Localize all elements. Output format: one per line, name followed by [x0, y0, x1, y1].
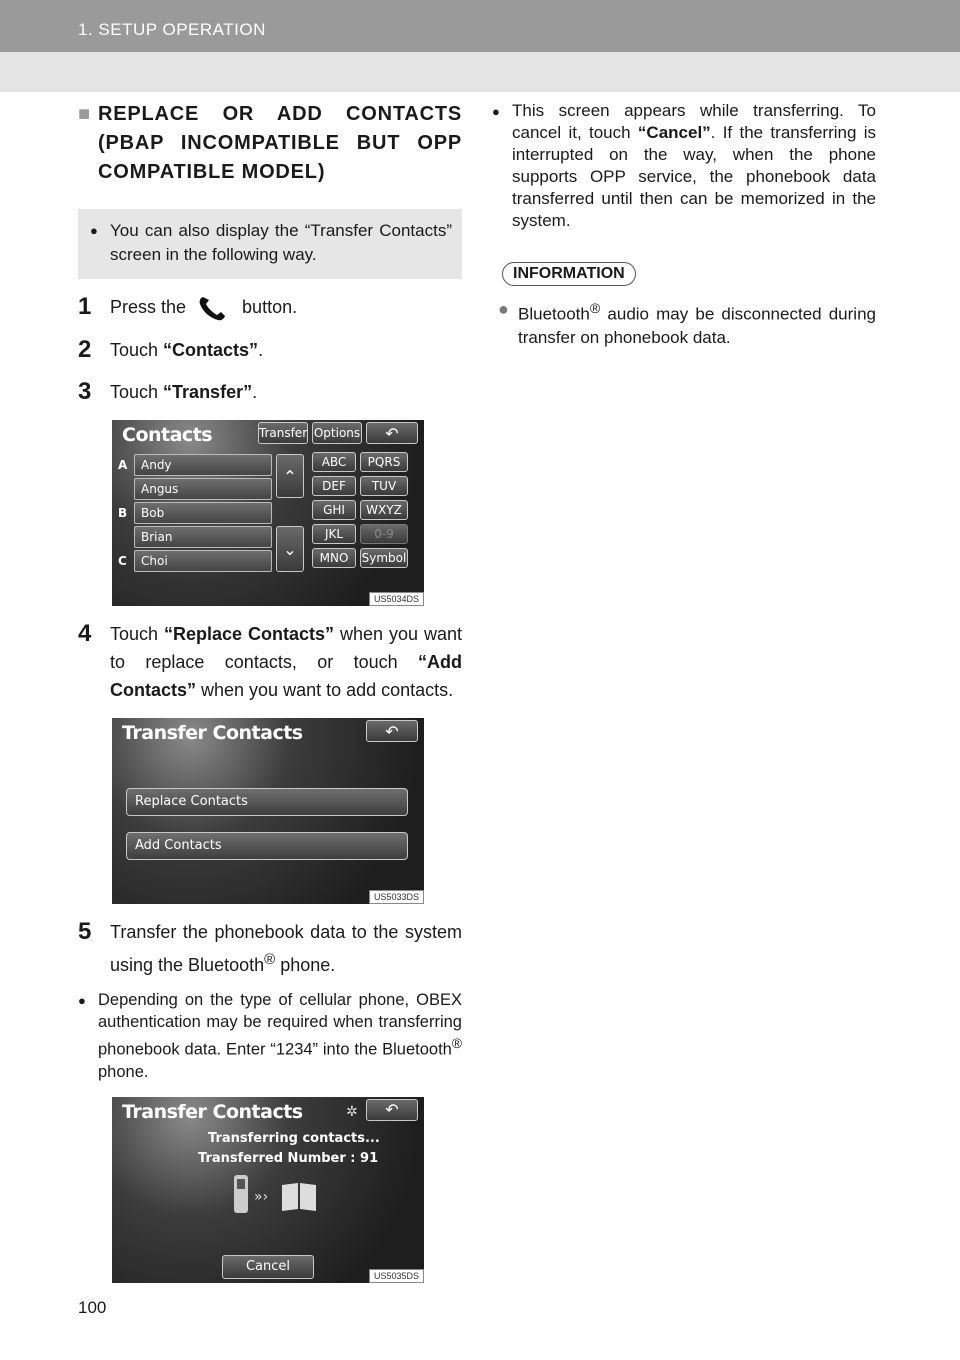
key-0-9: 0-9 — [360, 524, 408, 544]
index-letter: A — [118, 458, 128, 473]
loading-icon: ✲ — [346, 1102, 358, 1119]
screen-title: Transfer Contacts — [122, 722, 303, 745]
info-text: Bluetooth — [518, 304, 590, 324]
key-symbol[interactable]: Symbol — [360, 548, 408, 568]
replace-contacts-button[interactable]: Replace Contacts — [126, 788, 408, 816]
step-text: Transfer the phonebook data to the system using the Bluetooth — [110, 922, 462, 976]
section-title-line2: (PBAP INCOMPATIBLE BUT OPP — [98, 132, 462, 154]
contact-row[interactable]: Bob — [134, 502, 272, 524]
key-abc[interactable]: ABC — [312, 452, 356, 472]
key-tuv[interactable]: TUV — [360, 476, 408, 496]
add-contacts-label: “Add Contacts” — [110, 652, 462, 701]
phone-to-book-icon — [232, 1173, 322, 1217]
right-column — [492, 100, 876, 349]
step-text-post: . — [258, 340, 264, 361]
note-box — [78, 209, 462, 279]
bullet-icon: ● — [78, 993, 86, 1009]
cancel-note — [492, 100, 876, 232]
header-band — [0, 0, 960, 52]
key-def[interactable]: DEF — [312, 476, 356, 496]
phone-icon — [194, 294, 234, 322]
contact-row[interactable]: Angus — [134, 478, 272, 500]
contact-row[interactable]: Andy — [134, 454, 272, 476]
back-button[interactable]: ↶ — [366, 1099, 418, 1121]
key-ghi[interactable]: GHI — [312, 500, 356, 520]
back-button[interactable]: ↶ — [366, 422, 418, 444]
screen-id-label: US5033DS — [369, 890, 424, 904]
step-3 — [78, 378, 462, 406]
step-number: 2 — [78, 336, 92, 364]
header-subband — [0, 52, 960, 92]
transfer-contacts-screen — [112, 718, 424, 904]
step-4 — [78, 620, 462, 704]
back-button[interactable]: ↶ — [366, 720, 418, 742]
registered-mark: ® — [264, 951, 276, 969]
bullet-icon: ● — [90, 223, 98, 238]
left-column — [78, 100, 462, 1283]
step-text: Touch — [110, 624, 164, 645]
step-number: 1 — [78, 293, 92, 320]
key-jkl[interactable]: JKL — [312, 524, 356, 544]
step-text: Touch — [110, 382, 164, 403]
step-text: Touch — [110, 340, 164, 361]
cancel-note-post: . If the transferring is interrupted on the way, when the phone supports OPP service, the phonebook data transferred until then can be memorized in the system. — [512, 123, 877, 230]
contact-row[interactable]: Brian — [134, 526, 272, 548]
transfer-button[interactable]: Transfer — [258, 422, 308, 444]
svg-text:»›: »› — [254, 1188, 269, 1205]
step-number: 4 — [78, 620, 92, 648]
transferring-text: Transferring contacts... — [208, 1130, 380, 1146]
contact-row[interactable]: Choi — [134, 550, 272, 572]
transferred-number-text: Transferred Number : 91 — [198, 1150, 379, 1166]
index-letter: B — [118, 506, 128, 521]
screen-id-label: US5035DS — [369, 1269, 424, 1283]
step-text-post: phone. — [275, 955, 336, 976]
step-number: 3 — [78, 378, 92, 406]
information-note — [498, 298, 876, 349]
step-text-post: . — [252, 382, 258, 403]
step-1 — [78, 293, 462, 322]
registered-mark: ® — [451, 1036, 462, 1052]
section-heading — [78, 100, 462, 187]
section-title-line3: COMPATIBLE MODEL) — [98, 161, 326, 183]
contacts-label: “Contacts” — [163, 340, 259, 361]
cancel-button[interactable]: Cancel — [222, 1255, 314, 1279]
step-5 — [78, 918, 462, 979]
obex-note — [78, 989, 462, 1083]
step-text: Press the — [110, 297, 187, 317]
step-text-mid: when you want to replace contacts, or touch — [110, 624, 462, 673]
section-title-line1: REPLACE OR ADD CONTACTS — [98, 103, 462, 125]
registered-mark: ® — [589, 301, 601, 317]
bullet-icon: ● — [492, 104, 500, 119]
scroll-down-button[interactable]: ⌄ — [276, 526, 304, 572]
replace-contacts-label: “Replace Contacts” — [164, 624, 335, 645]
cancel-note-text: This screen appears while transferring. To cancel it, touch — [512, 101, 876, 142]
obex-note-post: phone. — [98, 1062, 149, 1081]
options-button[interactable]: Options — [312, 422, 362, 444]
note-text: You can also display the “Transfer Contacts” screen in the following way. — [110, 221, 452, 264]
page-number: 100 — [78, 1298, 107, 1317]
key-mno[interactable]: MNO — [312, 548, 356, 568]
index-letter: C — [118, 554, 127, 569]
obex-note-text: Depending on the type of cellular phone, OBEX authentication may be required when transferring phonebook data. Enter “1234” into the Bluetooth — [98, 991, 462, 1059]
section-title — [98, 100, 462, 187]
header-title: 1. SETUP OPERATION — [78, 20, 266, 39]
transfer-label: “Transfer” — [163, 382, 253, 403]
section-marker: ■ — [78, 103, 91, 125]
contacts-screen — [112, 420, 424, 606]
information-badge: INFORMATION — [502, 262, 636, 286]
info-bullet-icon: ● — [498, 299, 509, 319]
transferring-screen — [112, 1097, 424, 1283]
key-wxyz[interactable]: WXYZ — [360, 500, 408, 520]
screen-title: Transfer Contacts — [122, 1100, 303, 1123]
step-text-post: when you want to add contacts. — [196, 680, 454, 701]
info-text-post: audio may be disconnected during transfer on phonebook data. — [518, 304, 876, 347]
screen-id-label: US5034DS — [369, 592, 424, 606]
screen-title: Contacts — [122, 424, 213, 447]
step-number: 5 — [78, 918, 92, 946]
step-2 — [78, 336, 462, 364]
add-contacts-button[interactable]: Add Contacts — [126, 832, 408, 860]
scroll-up-button[interactable]: ⌃ — [276, 454, 304, 498]
key-pqrs[interactable]: PQRS — [360, 452, 408, 472]
cancel-label: “Cancel” — [637, 123, 711, 142]
step-text-post: button. — [242, 297, 298, 317]
